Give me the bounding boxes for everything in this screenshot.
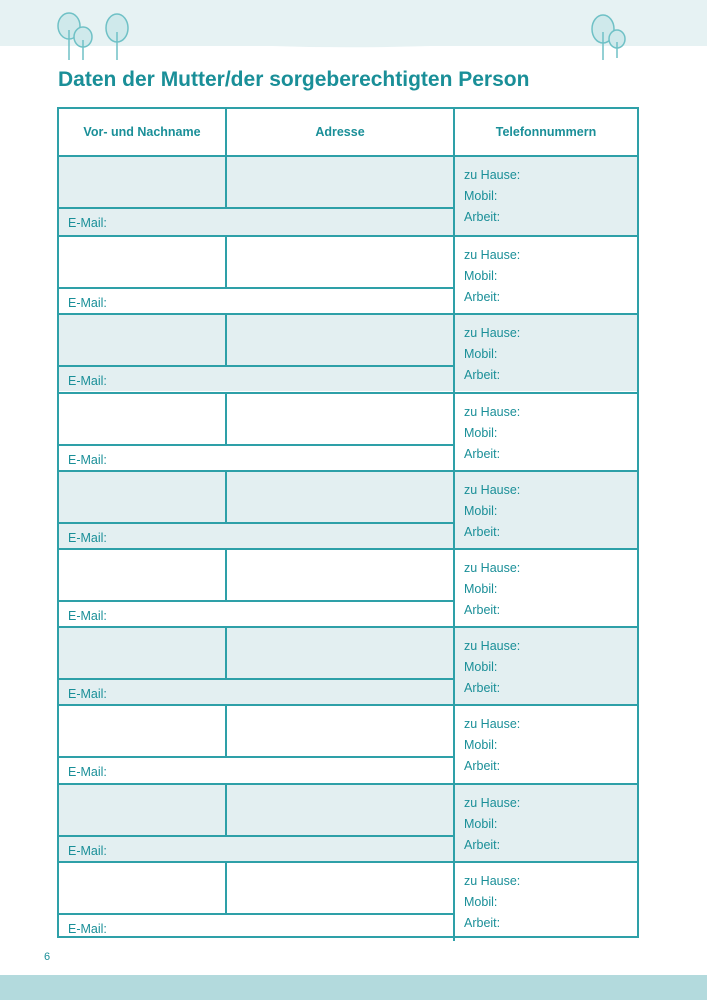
phone-work-label: Arbeit: <box>464 368 501 383</box>
address-field[interactable] <box>225 315 453 365</box>
email-label: E-Mail: <box>68 216 107 230</box>
email-field[interactable] <box>59 207 453 235</box>
phone-mobile-label: Mobil: <box>464 503 498 518</box>
name-field[interactable] <box>59 628 225 678</box>
phone-field[interactable] <box>453 863 637 941</box>
header-band <box>0 0 707 46</box>
email-label: E-Mail: <box>68 530 107 545</box>
name-field[interactable] <box>59 706 225 756</box>
phone-home-label: zu Hause: <box>464 326 521 341</box>
phone-mobile-label: Mobil: <box>464 660 498 675</box>
phone-field[interactable] <box>453 394 637 472</box>
phone-field[interactable] <box>453 706 637 784</box>
address-field[interactable] <box>225 394 453 444</box>
header-decoration <box>0 0 707 64</box>
phone-home-label: zu Hause: <box>464 248 521 263</box>
phone-mobile-label: Mobil: <box>464 269 498 284</box>
phone-home-label: zu Hause: <box>464 639 521 654</box>
email-label: E-Mail: <box>68 843 107 858</box>
phone-mobile-label: Mobil: <box>464 816 498 831</box>
phone-home-label: zu Hause: <box>464 168 521 182</box>
phone-work-label: Arbeit: <box>464 759 501 774</box>
phone-home-label: zu Hause: <box>464 404 521 419</box>
table-row <box>59 235 637 313</box>
email-field[interactable] <box>59 444 453 472</box>
email-label: E-Mail: <box>68 765 107 780</box>
phone-field[interactable] <box>453 550 637 628</box>
table-row <box>59 548 637 626</box>
table-row <box>59 704 637 782</box>
email-label: E-Mail: <box>68 374 107 389</box>
phone-work-label: Arbeit: <box>464 603 501 617</box>
table-header <box>59 109 637 157</box>
address-field[interactable] <box>225 237 453 287</box>
email-field[interactable] <box>59 756 453 784</box>
email-label: E-Mail: <box>68 687 107 702</box>
phone-work-label: Arbeit: <box>464 681 501 696</box>
phone-home-label: zu Hause: <box>464 561 521 575</box>
address-field[interactable] <box>225 706 453 756</box>
phone-field[interactable] <box>453 157 637 235</box>
phone-mobile-label: Mobil: <box>464 425 498 440</box>
table-row <box>59 783 637 861</box>
name-field[interactable] <box>59 550 225 600</box>
page-number: 6 <box>44 951 51 963</box>
name-field[interactable] <box>59 237 225 287</box>
header-phone: Telefonnummern <box>453 109 637 155</box>
table-row <box>59 392 637 470</box>
phone-home-label: zu Hause: <box>464 873 521 888</box>
address-field[interactable] <box>225 550 453 600</box>
name-field[interactable] <box>59 472 225 522</box>
email-label: E-Mail: <box>68 296 107 311</box>
table-row <box>59 470 637 548</box>
email-field[interactable] <box>59 522 453 550</box>
header-name: Vor- und Nachname <box>83 125 201 139</box>
address-field[interactable] <box>225 863 453 913</box>
name-field[interactable] <box>59 315 225 365</box>
email-field[interactable] <box>59 365 453 393</box>
email-field[interactable] <box>59 678 453 706</box>
phone-work-label: Arbeit: <box>464 290 501 305</box>
phone-field[interactable] <box>453 315 637 393</box>
phone-work-label: Arbeit: <box>464 446 501 461</box>
email-field[interactable] <box>59 287 453 315</box>
phone-home-label: zu Hause: <box>464 717 521 732</box>
address-field[interactable] <box>225 628 453 678</box>
phone-field[interactable] <box>453 628 637 706</box>
phone-field[interactable] <box>453 237 637 315</box>
table-row <box>59 626 637 704</box>
phone-mobile-label: Mobil: <box>464 582 498 596</box>
phone-mobile-label: Mobil: <box>464 738 498 753</box>
page-title: Daten der Mutter/der sorgeberechtigten Person <box>58 68 530 91</box>
phone-mobile-label: Mobil: <box>464 189 498 203</box>
table-row <box>59 861 637 939</box>
phone-work-label: Arbeit: <box>464 837 501 852</box>
phone-work-label: Arbeit: <box>464 915 501 930</box>
phone-field[interactable] <box>453 472 637 550</box>
footer-band <box>0 975 707 1000</box>
phone-home-label: zu Hause: <box>464 795 521 810</box>
address-field[interactable] <box>225 785 453 835</box>
phone-home-label: zu Hause: <box>464 482 521 497</box>
name-field[interactable] <box>59 157 225 207</box>
address-field[interactable] <box>225 157 453 207</box>
email-label: E-Mail: <box>68 609 107 623</box>
name-field[interactable] <box>59 863 225 913</box>
name-field[interactable] <box>59 785 225 835</box>
email-label: E-Mail: <box>68 452 107 467</box>
table-row <box>59 157 637 235</box>
name-field[interactable] <box>59 394 225 444</box>
email-field[interactable] <box>59 835 453 863</box>
header-address: Adresse <box>225 109 453 155</box>
contact-table <box>57 107 639 938</box>
email-field[interactable] <box>59 913 453 941</box>
phone-mobile-label: Mobil: <box>464 347 498 362</box>
address-field[interactable] <box>225 472 453 522</box>
email-label: E-Mail: <box>68 921 107 936</box>
table-row <box>59 313 637 391</box>
phone-work-label: Arbeit: <box>464 524 501 539</box>
phone-field[interactable] <box>453 785 637 863</box>
phone-work-label: Arbeit: <box>464 210 501 224</box>
email-field[interactable] <box>59 600 453 628</box>
phone-mobile-label: Mobil: <box>464 894 498 909</box>
